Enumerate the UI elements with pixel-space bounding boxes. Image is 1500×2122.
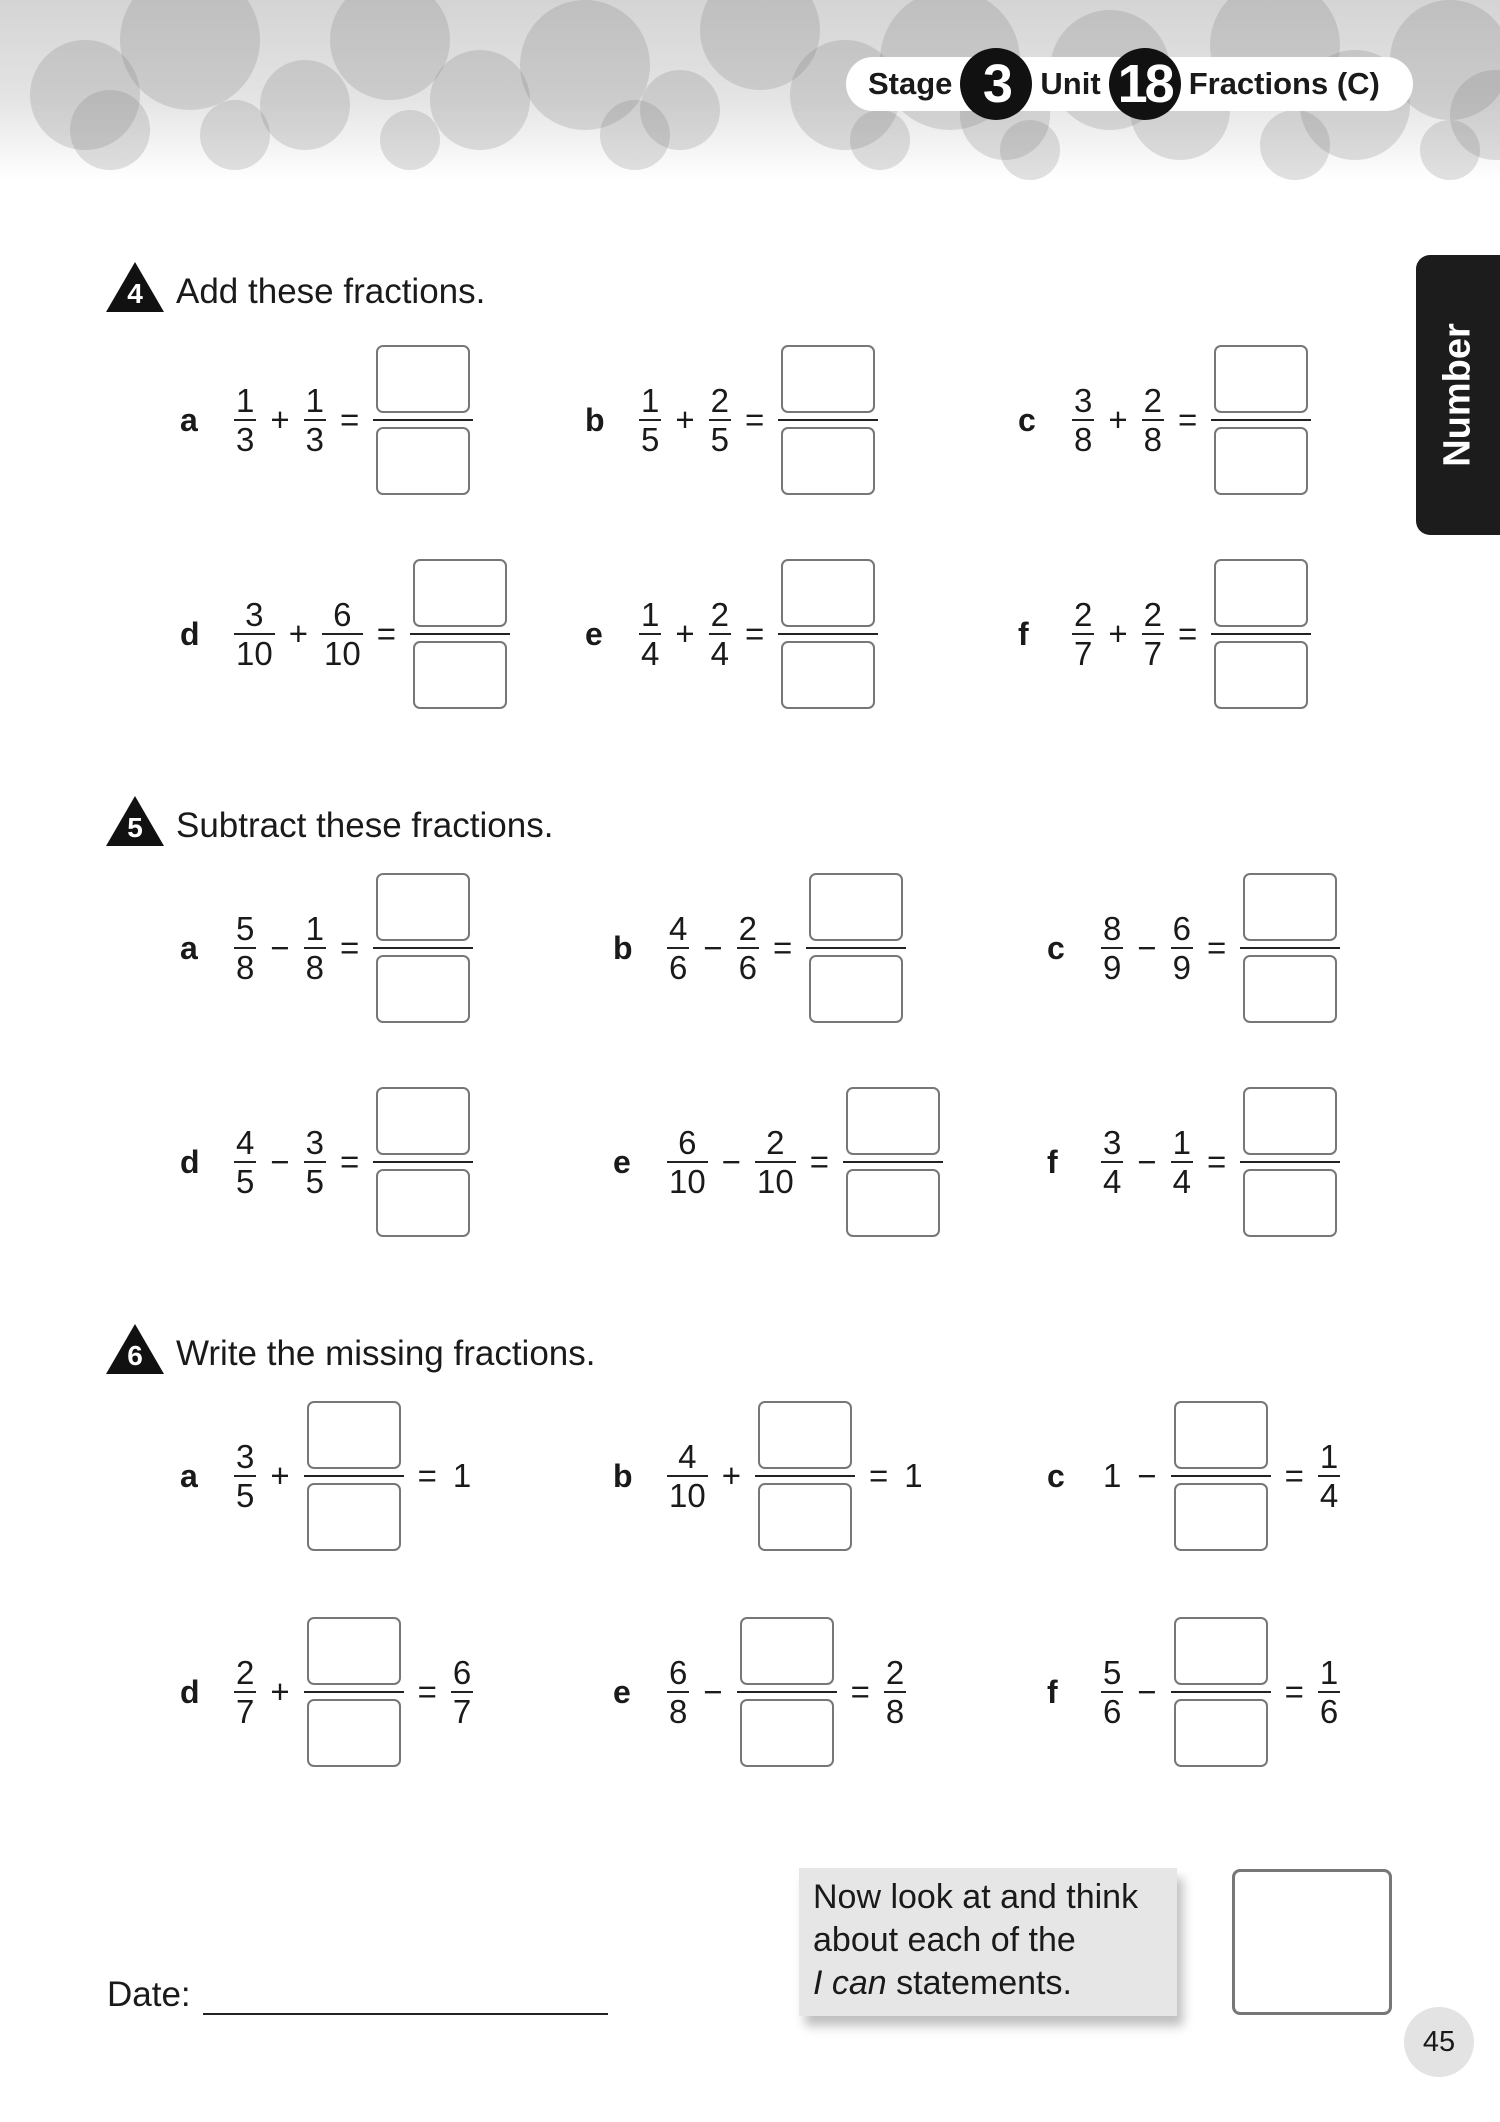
answer-fraction	[1240, 1087, 1340, 1237]
operator: −	[1137, 1673, 1157, 1710]
answer-fraction	[1171, 1617, 1271, 1767]
fraction	[639, 384, 661, 456]
whole-number: 1	[904, 1457, 923, 1494]
operator: −	[703, 1673, 723, 1710]
problem-b	[613, 873, 912, 1023]
fraction	[709, 598, 731, 670]
numerator: 6	[452, 1654, 472, 1691]
problem-d	[180, 1087, 479, 1237]
answer-fraction	[778, 559, 878, 709]
operator: =	[745, 615, 765, 652]
fraction-bar	[737, 1691, 837, 1693]
numerator: 2	[236, 1654, 255, 1691]
denominator-answer-box[interactable]	[1174, 1699, 1268, 1767]
denominator: 8	[305, 949, 324, 986]
denominator-answer-box[interactable]	[809, 955, 903, 1023]
problem-label: c	[1018, 401, 1036, 438]
numerator: 1	[1319, 1438, 1339, 1475]
question-instruction: Subtract these fractions.	[176, 805, 554, 845]
fraction	[667, 1440, 708, 1512]
bubble-decoration	[30, 40, 140, 150]
denominator-answer-box[interactable]	[376, 1169, 470, 1237]
denominator-answer-box[interactable]	[1214, 641, 1308, 709]
fraction-bar	[1211, 419, 1311, 421]
fraction	[1072, 598, 1094, 670]
fraction	[234, 912, 256, 984]
numerator: 2	[1143, 382, 1162, 419]
note-italic: I can	[813, 1964, 887, 2002]
problem-f	[1047, 1617, 1346, 1767]
denominator: 10	[236, 635, 273, 672]
answer-fraction	[373, 1087, 473, 1237]
answer-fraction	[737, 1617, 837, 1767]
fraction-bar	[373, 947, 473, 949]
whole-number: 1	[1103, 1457, 1122, 1494]
numerator-answer-box[interactable]	[307, 1617, 401, 1685]
question-instruction: Write the missing fractions.	[176, 1333, 596, 1373]
operator: −	[270, 929, 290, 966]
fraction-bar	[410, 633, 510, 635]
answer-fraction	[373, 345, 473, 495]
unit-number: 18	[1109, 48, 1181, 120]
operator: +	[675, 615, 695, 652]
denominator: 6	[738, 949, 757, 986]
fraction-bar	[755, 1475, 855, 1477]
numerator-answer-box[interactable]	[846, 1087, 940, 1155]
numerator: 8	[1103, 910, 1122, 947]
reflection-note	[799, 1868, 1177, 2016]
denominator: 4	[1103, 1163, 1122, 1200]
note-line-3	[813, 1962, 1177, 2005]
denominator: 8	[236, 949, 255, 986]
operator: +	[1108, 401, 1128, 438]
numerator: 3	[305, 1124, 324, 1161]
denominator-answer-box[interactable]	[307, 1483, 401, 1551]
problem-label: a	[180, 929, 198, 966]
fraction	[234, 1126, 256, 1198]
fraction	[1318, 1440, 1340, 1512]
operator: =	[1207, 929, 1227, 966]
fraction-bar	[1240, 947, 1340, 949]
numerator: 1	[305, 910, 324, 947]
fraction-bar	[1240, 1161, 1340, 1163]
operator: =	[340, 929, 360, 966]
fraction-bar	[373, 1161, 473, 1163]
numerator: 2	[766, 1124, 785, 1161]
problem-label: b	[613, 929, 633, 966]
fraction-bar	[778, 633, 878, 635]
fraction	[304, 1126, 326, 1198]
numerator-answer-box[interactable]	[376, 1087, 470, 1155]
question-number-triangle-icon	[106, 796, 176, 855]
numerator-answer-box[interactable]	[1174, 1617, 1268, 1685]
denominator: 8	[1143, 421, 1162, 458]
fraction	[639, 598, 661, 670]
denominator: 4	[1172, 1163, 1191, 1200]
numerator-answer-box[interactable]	[1243, 873, 1337, 941]
numerator-answer-box[interactable]	[376, 345, 470, 413]
numerator: 4	[236, 1124, 255, 1161]
denominator: 4	[710, 635, 729, 672]
operator: −	[1137, 929, 1157, 966]
operator: =	[417, 1457, 437, 1494]
problem-label: b	[613, 1457, 633, 1494]
fraction	[234, 1656, 256, 1728]
operator: =	[869, 1457, 889, 1494]
fraction-bar	[1171, 1691, 1271, 1693]
operator: =	[376, 615, 396, 652]
operator: +	[675, 401, 695, 438]
numerator-answer-box[interactable]	[781, 345, 875, 413]
question-heading	[106, 262, 485, 321]
fraction	[884, 1656, 906, 1728]
fraction	[755, 1126, 796, 1198]
operator: =	[850, 1673, 870, 1710]
numerator-answer-box[interactable]	[376, 873, 470, 941]
fraction-bar	[373, 419, 473, 421]
denominator-answer-box[interactable]	[781, 427, 875, 495]
answer-fraction	[410, 559, 510, 709]
date-label: Date:	[107, 1975, 191, 2014]
fraction	[1101, 1656, 1123, 1728]
date-field	[107, 1975, 608, 2015]
numerator-answer-box[interactable]	[1243, 1087, 1337, 1155]
fraction-bar	[843, 1161, 943, 1163]
problem-d	[180, 559, 516, 709]
operator: =	[340, 1143, 360, 1180]
unit-title: Fractions (C)	[1188, 66, 1380, 101]
numerator: 6	[669, 1654, 688, 1691]
fraction	[234, 598, 275, 670]
problem-label: a	[180, 1457, 198, 1494]
operator: =	[1284, 1673, 1304, 1710]
fraction-bar	[1171, 1475, 1271, 1477]
operator: =	[1284, 1457, 1304, 1494]
numerator: 1	[305, 382, 324, 419]
operator: −	[721, 1143, 741, 1180]
denominator: 4	[1319, 1477, 1339, 1514]
operator: +	[270, 1457, 290, 1494]
denominator: 10	[324, 635, 361, 672]
denominator: 10	[757, 1163, 794, 1200]
answer-fraction	[1171, 1401, 1271, 1551]
problem-e	[613, 1087, 949, 1237]
fraction-bar	[304, 1691, 404, 1693]
unit-title-pill	[846, 54, 1413, 114]
answer-fraction	[755, 1401, 855, 1551]
operator: =	[1207, 1143, 1227, 1180]
question-number: 5	[127, 812, 143, 843]
bubble-decoration	[260, 60, 350, 150]
problem-a	[180, 345, 479, 495]
operator: +	[721, 1457, 741, 1494]
operator: =	[340, 401, 360, 438]
denominator: 6	[1319, 1693, 1339, 1730]
denominator-answer-box[interactable]	[376, 427, 470, 495]
problem-e	[613, 1617, 912, 1767]
stage-label: Stage	[868, 66, 953, 101]
denominator-answer-box[interactable]	[1174, 1483, 1268, 1551]
denominator-answer-box[interactable]	[740, 1699, 834, 1767]
section-tab-label: Number	[1436, 323, 1479, 467]
denominator: 8	[1074, 421, 1093, 458]
numerator-answer-box[interactable]	[1214, 559, 1308, 627]
problem-label: b	[585, 401, 605, 438]
numerator-answer-box[interactable]	[740, 1617, 834, 1685]
denominator: 4	[641, 635, 660, 672]
numerator-answer-box[interactable]	[809, 873, 903, 941]
fraction-bar	[806, 947, 906, 949]
operator: =	[809, 1143, 829, 1180]
problem-label: e	[613, 1143, 631, 1180]
answer-fraction	[1211, 345, 1311, 495]
operator: −	[1137, 1143, 1157, 1180]
fraction	[234, 1440, 256, 1512]
operator: +	[270, 1673, 290, 1710]
operator: −	[703, 929, 723, 966]
numerator: 6	[333, 596, 352, 633]
denominator-answer-box[interactable]	[1243, 1169, 1337, 1237]
fraction	[304, 384, 326, 456]
question-number: 4	[127, 278, 143, 309]
numerator: 2	[885, 1654, 905, 1691]
numerator-answer-box[interactable]	[1174, 1401, 1268, 1469]
fraction	[667, 1656, 689, 1728]
numerator-answer-box[interactable]	[781, 559, 875, 627]
problem-c	[1018, 345, 1317, 495]
numerator: 1	[236, 382, 255, 419]
fraction	[1171, 1126, 1193, 1198]
answer-fraction	[778, 345, 878, 495]
problem-c	[1047, 873, 1346, 1023]
problem-a	[180, 873, 479, 1023]
numerator: 3	[1103, 1124, 1122, 1161]
problem-b	[613, 1401, 931, 1551]
page-number: 45	[1404, 2007, 1474, 2077]
operator: =	[417, 1673, 437, 1710]
numerator-answer-box[interactable]	[307, 1401, 401, 1469]
denominator: 8	[885, 1693, 905, 1730]
fraction	[1142, 598, 1164, 670]
fraction	[1171, 912, 1193, 984]
fraction	[322, 598, 363, 670]
answer-fraction	[373, 873, 473, 1023]
problem-f	[1047, 1087, 1346, 1237]
note-line-1: Now look at and think	[813, 1878, 1139, 1916]
numerator: 1	[641, 596, 660, 633]
denominator: 3	[305, 421, 324, 458]
operator: −	[1137, 1457, 1157, 1494]
denominator: 5	[710, 421, 729, 458]
problem-a	[180, 1401, 479, 1551]
fraction	[667, 1126, 708, 1198]
problem-c	[1047, 1401, 1346, 1551]
numerator: 3	[236, 1438, 255, 1475]
answer-fraction	[1211, 559, 1311, 709]
stage-number: 3	[960, 48, 1032, 120]
operator: =	[773, 929, 793, 966]
numerator: 2	[1074, 596, 1093, 633]
numerator-answer-box[interactable]	[758, 1401, 852, 1469]
denominator: 10	[669, 1163, 706, 1200]
denominator: 3	[236, 421, 255, 458]
denominator: 10	[669, 1477, 706, 1514]
numerator: 2	[710, 596, 729, 633]
operator: +	[270, 401, 290, 438]
whole-number: 1	[452, 1457, 472, 1494]
unit-label: Unit	[1040, 66, 1101, 101]
question-number-triangle-icon	[106, 262, 176, 321]
numerator: 4	[678, 1438, 697, 1475]
fraction	[1101, 912, 1123, 984]
operator: −	[270, 1143, 290, 1180]
answer-fraction	[843, 1087, 943, 1237]
fraction-bar	[1211, 633, 1311, 635]
operator: +	[1108, 615, 1128, 652]
operator: =	[1178, 615, 1198, 652]
numerator-answer-box[interactable]	[413, 559, 507, 627]
numerator: 2	[738, 910, 757, 947]
denominator: 6	[1103, 1693, 1122, 1730]
numerator: 6	[1172, 910, 1191, 947]
fraction	[709, 384, 731, 456]
note-rest: statements.	[886, 1964, 1072, 2002]
bubble-decoration	[430, 50, 530, 150]
question-number: 6	[127, 1340, 143, 1371]
date-input-line[interactable]	[203, 1977, 608, 2015]
fraction	[234, 384, 256, 456]
question-instruction: Add these fractions.	[176, 271, 486, 311]
denominator: 7	[1074, 635, 1093, 672]
answer-fraction	[1240, 873, 1340, 1023]
problem-label: a	[180, 401, 198, 438]
denominator: 9	[1172, 949, 1191, 986]
operator: =	[1178, 401, 1198, 438]
denominator: 7	[452, 1693, 472, 1730]
bubble-decoration	[380, 110, 440, 170]
denominator: 7	[236, 1693, 255, 1730]
numerator: 4	[669, 910, 688, 947]
problem-label: c	[1047, 1457, 1065, 1494]
question-number-triangle-icon	[106, 1324, 176, 1383]
denominator: 5	[236, 1163, 255, 1200]
numerator: 1	[641, 382, 660, 419]
denominator-answer-box[interactable]	[1214, 427, 1308, 495]
problem-label: f	[1018, 615, 1029, 652]
problem-label: f	[1047, 1673, 1058, 1710]
answer-fraction	[304, 1617, 404, 1767]
self-assessment-box[interactable]	[1232, 1869, 1392, 2015]
numerator: 1	[1172, 1124, 1191, 1161]
question-heading	[106, 796, 553, 855]
answer-fraction	[304, 1401, 404, 1551]
problem-d	[180, 1617, 479, 1767]
numerator: 2	[710, 382, 729, 419]
fraction	[1318, 1656, 1340, 1728]
bubble-decoration	[520, 0, 650, 130]
numerator: 5	[1103, 1654, 1122, 1691]
problem-f	[1018, 559, 1317, 709]
denominator-answer-box[interactable]	[307, 1699, 401, 1767]
problem-label: e	[613, 1673, 631, 1710]
note-line-2: about each of the	[813, 1921, 1076, 1959]
answer-fraction	[806, 873, 906, 1023]
numerator: 6	[678, 1124, 697, 1161]
denominator: 6	[669, 949, 688, 986]
operator: =	[745, 401, 765, 438]
section-tab-number	[1416, 255, 1500, 535]
problem-e	[585, 559, 884, 709]
denominator: 7	[1143, 635, 1162, 672]
numerator: 2	[1143, 596, 1162, 633]
denominator-answer-box[interactable]	[413, 641, 507, 709]
header-banner	[0, 0, 1500, 180]
fraction-bar	[778, 419, 878, 421]
fraction-bar	[304, 1475, 404, 1477]
numerator: 3	[245, 596, 264, 633]
fraction	[1101, 1126, 1123, 1198]
denominator: 5	[236, 1477, 255, 1514]
numerator: 3	[1074, 382, 1093, 419]
denominator-answer-box[interactable]	[846, 1169, 940, 1237]
question-heading	[106, 1324, 596, 1383]
denominator: 9	[1103, 949, 1122, 986]
problem-b	[585, 345, 884, 495]
fraction	[737, 912, 759, 984]
bubble-decoration	[120, 0, 260, 110]
denominator-answer-box[interactable]	[1243, 955, 1337, 1023]
numerator-answer-box[interactable]	[1214, 345, 1308, 413]
problem-label: e	[585, 615, 603, 652]
fraction	[1072, 384, 1094, 456]
problem-label: d	[180, 615, 200, 652]
problem-label: d	[180, 1143, 200, 1180]
fraction	[451, 1656, 473, 1728]
problem-label: c	[1047, 929, 1065, 966]
problem-label: f	[1047, 1143, 1058, 1180]
bubble-decoration	[640, 70, 720, 150]
denominator-answer-box[interactable]	[758, 1483, 852, 1551]
operator: +	[288, 615, 308, 652]
numerator: 1	[1319, 1654, 1339, 1691]
numerator: 5	[236, 910, 255, 947]
denominator: 5	[641, 421, 660, 458]
fraction	[304, 912, 326, 984]
fraction	[1142, 384, 1164, 456]
denominator: 8	[669, 1693, 688, 1730]
denominator-answer-box[interactable]	[781, 641, 875, 709]
denominator-answer-box[interactable]	[376, 955, 470, 1023]
denominator: 5	[305, 1163, 324, 1200]
problem-label: d	[180, 1673, 200, 1710]
fraction	[667, 912, 689, 984]
